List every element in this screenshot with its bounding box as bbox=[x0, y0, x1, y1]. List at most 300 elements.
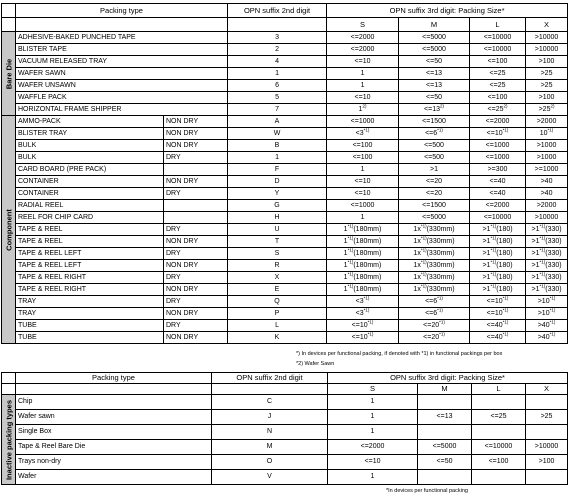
reel-diameter: (330mm) bbox=[426, 226, 455, 233]
dry-status-cell: NON DRY bbox=[164, 140, 228, 152]
size-s-cell bbox=[328, 470, 418, 485]
size-m-cell bbox=[418, 410, 472, 425]
size-value: >100 bbox=[538, 458, 555, 465]
size-s-cell bbox=[327, 44, 399, 56]
size-s-cell bbox=[327, 308, 399, 320]
size-x-cell bbox=[526, 44, 568, 56]
size-value: <=25 bbox=[489, 82, 506, 89]
size-value: 1 bbox=[343, 238, 348, 245]
size-m-cell bbox=[399, 236, 470, 248]
size-m-cell bbox=[399, 332, 470, 344]
size-value: <=10 bbox=[354, 190, 371, 197]
size-l-cell bbox=[470, 188, 526, 200]
table-row bbox=[2, 308, 568, 320]
inactive-group-label bbox=[2, 395, 16, 485]
size-x-cell bbox=[526, 140, 568, 152]
suffix-2nd-digit-cell: 1 bbox=[228, 68, 327, 80]
table-row bbox=[2, 140, 568, 152]
dry-status-cell bbox=[164, 200, 228, 212]
footnote-marker: *1) bbox=[490, 283, 497, 289]
suffix-2nd-digit-cell: X bbox=[228, 272, 327, 284]
size-value: <=10 bbox=[486, 310, 503, 317]
bare-die-group-label bbox=[2, 32, 16, 116]
header-size-s: S bbox=[327, 18, 399, 32]
packing-type-cell: CARD BOARD (PRE PACK) bbox=[16, 164, 164, 176]
table-row bbox=[2, 410, 568, 425]
size-s-cell bbox=[327, 212, 399, 224]
size-x-cell bbox=[526, 92, 568, 104]
packing-type-cell: REEL FOR CHIP CARD bbox=[16, 212, 164, 224]
size-value: 10 bbox=[539, 130, 548, 137]
size-value: 1 bbox=[343, 250, 348, 257]
size-x-cell bbox=[526, 188, 568, 200]
reel-diameter: (180mm) bbox=[353, 250, 382, 257]
size-value: >1 bbox=[482, 226, 491, 233]
inactive-header-size-l: L bbox=[472, 384, 526, 395]
reel-diameter: (180mm) bbox=[353, 286, 382, 293]
suffix-2nd-digit-cell: G bbox=[228, 200, 327, 212]
size-l-cell bbox=[470, 248, 526, 260]
size-value: <=5000 bbox=[422, 34, 446, 41]
dry-status-cell: DRY bbox=[164, 224, 228, 236]
inactive-footnote: *In devices per functional packing bbox=[386, 488, 468, 494]
size-m-cell bbox=[399, 116, 470, 128]
size-value: <=50 bbox=[426, 58, 442, 65]
size-value: 1x bbox=[413, 274, 421, 281]
size-x-cell bbox=[526, 332, 568, 344]
size-value: 1 bbox=[343, 286, 348, 293]
size-value: >25 bbox=[540, 70, 553, 77]
size-value: <=40 bbox=[489, 178, 506, 185]
size-value: <=10 bbox=[351, 334, 368, 341]
reel-diameter: (180mm) bbox=[353, 226, 382, 233]
size-x-cell bbox=[526, 455, 568, 470]
dry-status-cell: DRY bbox=[164, 272, 228, 284]
packing-type-cell: Trays non-dry bbox=[16, 455, 212, 470]
suffix-2nd-digit-cell: Y bbox=[228, 188, 327, 200]
size-value: <=100 bbox=[488, 458, 509, 465]
footnote-marker: *1) bbox=[420, 283, 427, 289]
size-s-cell bbox=[327, 104, 399, 116]
footnote-marker: *1) bbox=[437, 295, 443, 301]
packing-type-cell: Wafer bbox=[16, 470, 212, 485]
size-m-cell bbox=[399, 248, 470, 260]
size-value: <3 bbox=[355, 130, 364, 137]
table-row bbox=[2, 128, 568, 140]
size-value: <=10 bbox=[351, 322, 368, 329]
footnote-marker: *1) bbox=[420, 235, 427, 241]
size-s-cell bbox=[327, 188, 399, 200]
dry-status-cell: NON DRY bbox=[164, 260, 228, 272]
size-m-cell bbox=[399, 140, 470, 152]
size-x-cell bbox=[526, 395, 568, 410]
suffix-2nd-digit-cell: V bbox=[212, 470, 328, 485]
packing-type-cell: WAFFLE PACK bbox=[16, 92, 228, 104]
size-value: <3 bbox=[355, 298, 364, 305]
size-m-cell bbox=[418, 470, 472, 485]
packing-type-cell: CONTAINER bbox=[16, 176, 164, 188]
size-value: <=10 bbox=[486, 130, 503, 137]
size-m-cell bbox=[399, 212, 470, 224]
table-row bbox=[2, 92, 568, 104]
footnote-marker: 2) bbox=[439, 103, 444, 109]
size-value: 1 bbox=[358, 106, 363, 113]
size-s-cell bbox=[327, 200, 399, 212]
size-value: <=25 bbox=[490, 413, 507, 420]
size-s-cell bbox=[328, 455, 418, 470]
dry-status-cell bbox=[164, 212, 228, 224]
size-value: >10000 bbox=[534, 34, 559, 41]
size-x-cell bbox=[526, 320, 568, 332]
size-value: 1 bbox=[370, 398, 375, 405]
size-m-cell bbox=[399, 308, 470, 320]
suffix-2nd-digit-cell: E bbox=[228, 284, 327, 296]
size-x-cell bbox=[526, 80, 568, 92]
footnote-marker: *1) bbox=[347, 247, 354, 253]
size-value: 1 bbox=[360, 82, 365, 89]
size-value: >10 bbox=[537, 298, 550, 305]
size-value: <=10 bbox=[354, 178, 371, 185]
table-row bbox=[2, 248, 568, 260]
size-s-cell bbox=[327, 152, 399, 164]
suffix-2nd-digit-cell: F bbox=[228, 164, 327, 176]
size-x-cell bbox=[526, 224, 568, 236]
table-row bbox=[2, 56, 568, 68]
dry-status-cell: NON DRY bbox=[164, 128, 228, 140]
size-s-cell bbox=[327, 284, 399, 296]
size-m-cell bbox=[399, 164, 470, 176]
reel-diameter: (330) bbox=[545, 274, 562, 281]
size-value: <=40 bbox=[486, 334, 503, 341]
suffix-2nd-digit-cell: 1 bbox=[228, 152, 327, 164]
packing-type-cell: TAPE & REEL bbox=[16, 224, 164, 236]
table-row bbox=[2, 44, 568, 56]
size-x-cell bbox=[526, 128, 568, 140]
suffix-2nd-digit-cell: 6 bbox=[228, 80, 327, 92]
reel-diameter: (330mm) bbox=[426, 238, 455, 245]
table-row bbox=[2, 260, 568, 272]
size-value: >=1000 bbox=[534, 166, 559, 173]
size-value: <=25 bbox=[487, 106, 504, 113]
dry-status-cell: NON DRY bbox=[164, 116, 228, 128]
suffix-2nd-digit-cell: P bbox=[228, 308, 327, 320]
size-l-cell bbox=[470, 92, 526, 104]
footnote-marker: *1) bbox=[347, 283, 354, 289]
size-value: <=20 bbox=[423, 322, 440, 329]
size-m-cell bbox=[399, 176, 470, 188]
size-value: 1 bbox=[360, 70, 365, 77]
size-value: <=13 bbox=[436, 413, 453, 420]
packing-type-cell: BULK bbox=[16, 140, 164, 152]
footnote-marker: *1) bbox=[420, 259, 427, 265]
reel-diameter: (330mm) bbox=[426, 250, 455, 257]
size-value: >1 bbox=[531, 250, 540, 257]
footnote-2: *2) Wafer Sawn bbox=[296, 361, 335, 367]
size-value: <=5000 bbox=[432, 443, 457, 450]
size-s-cell bbox=[327, 116, 399, 128]
size-s-cell bbox=[328, 395, 418, 410]
packing-type-cell: TRAY bbox=[16, 296, 164, 308]
size-value: <=20 bbox=[423, 334, 440, 341]
size-m-cell bbox=[399, 92, 470, 104]
size-x-cell bbox=[526, 470, 568, 485]
size-value: >1 bbox=[482, 262, 491, 269]
reel-diameter: (180mm) bbox=[353, 262, 382, 269]
table-row bbox=[2, 296, 568, 308]
size-s-cell bbox=[327, 140, 399, 152]
size-value: <=10 bbox=[354, 58, 371, 65]
footnote-marker: *1) bbox=[547, 127, 554, 133]
size-value: <=10 bbox=[354, 94, 371, 101]
reel-diameter: (330mm) bbox=[426, 274, 455, 281]
size-l-cell bbox=[470, 164, 526, 176]
suffix-2nd-digit-cell: W bbox=[228, 128, 327, 140]
size-value: >1 bbox=[482, 286, 491, 293]
dry-status-cell: DRY bbox=[164, 248, 228, 260]
header-size-l: L bbox=[470, 18, 526, 32]
size-m-cell bbox=[399, 152, 470, 164]
packing-type-cell: BLISTER TRAY bbox=[16, 128, 164, 140]
size-l-cell bbox=[470, 80, 526, 92]
size-value: <=1000 bbox=[485, 142, 510, 149]
size-x-cell bbox=[526, 236, 568, 248]
footnote-marker: *1) bbox=[490, 259, 497, 265]
table-row bbox=[2, 152, 568, 164]
footnote-marker: *1) bbox=[347, 271, 354, 277]
size-value: >40 bbox=[537, 322, 550, 329]
footnote-marker: *1) bbox=[539, 283, 546, 289]
size-value: <=1000 bbox=[350, 118, 375, 125]
packing-type-cell: TAPE & REEL LEFT bbox=[16, 260, 164, 272]
size-value: <=10000 bbox=[484, 443, 513, 450]
size-s-cell bbox=[328, 440, 418, 455]
footnote-marker: *1) bbox=[420, 223, 427, 229]
reel-diameter: (330) bbox=[545, 250, 562, 257]
size-x-cell bbox=[526, 164, 568, 176]
header-suffix-2nd-digit: OPN suffix 2nd digit bbox=[228, 4, 327, 18]
size-s-cell bbox=[327, 164, 399, 176]
footnote-marker: 2) bbox=[362, 103, 367, 109]
size-value: >25 bbox=[540, 82, 553, 89]
footnote-marker: *1) bbox=[437, 127, 443, 133]
footnote-marker: *1) bbox=[502, 331, 509, 337]
footnote-marker: *1) bbox=[539, 271, 546, 277]
table-row bbox=[2, 395, 568, 410]
size-m-cell bbox=[399, 320, 470, 332]
footnote-marker: *1) bbox=[490, 235, 497, 241]
dry-status-cell: NON DRY bbox=[164, 284, 228, 296]
packing-type-cell: TAPE & REEL RIGHT bbox=[16, 284, 164, 296]
packing-type-cell: BULK bbox=[16, 152, 164, 164]
footnote-marker: *1) bbox=[502, 319, 509, 325]
footnote-marker: *1) bbox=[363, 307, 370, 313]
size-value: <=6 bbox=[425, 130, 438, 137]
size-value: >1 bbox=[482, 274, 491, 281]
table-row bbox=[2, 272, 568, 284]
footnote-marker: *1) bbox=[490, 271, 497, 277]
dry-status-cell bbox=[164, 164, 228, 176]
size-value: <=10000 bbox=[483, 34, 512, 41]
size-value: <=1000 bbox=[350, 202, 375, 209]
reel-diameter: (330mm) bbox=[426, 262, 455, 269]
table-row bbox=[2, 425, 568, 440]
suffix-2nd-digit-cell: A bbox=[228, 116, 327, 128]
size-value: >10 bbox=[537, 310, 550, 317]
size-value: <=40 bbox=[489, 190, 506, 197]
inactive-header-packing-type: Packing type bbox=[16, 373, 212, 384]
size-l-cell bbox=[470, 32, 526, 44]
size-x-cell bbox=[526, 104, 568, 116]
size-x-cell bbox=[526, 68, 568, 80]
suffix-2nd-digit-cell: Q bbox=[228, 296, 327, 308]
size-value: 1 bbox=[360, 166, 365, 173]
size-x-cell bbox=[526, 284, 568, 296]
size-s-cell bbox=[327, 332, 399, 344]
reel-diameter: (180) bbox=[496, 250, 513, 257]
suffix-2nd-digit-cell: 4 bbox=[228, 56, 327, 68]
suffix-2nd-digit-cell: 3 bbox=[228, 32, 327, 44]
size-value: <=40 bbox=[486, 322, 503, 329]
size-value: <=1500 bbox=[422, 202, 446, 209]
size-m-cell bbox=[399, 272, 470, 284]
packing-type-cell: TRAY bbox=[16, 308, 164, 320]
size-value: <=50 bbox=[436, 458, 453, 465]
footnote-marker: 2) bbox=[550, 103, 555, 109]
group-label-text: Bare Die bbox=[4, 58, 13, 89]
size-s-cell bbox=[327, 80, 399, 92]
size-x-cell bbox=[526, 212, 568, 224]
packing-type-cell: WAFER SAWN bbox=[16, 68, 228, 80]
size-value: <=13 bbox=[426, 70, 442, 77]
size-l-cell bbox=[470, 200, 526, 212]
packing-type-cell: HORIZONTAL FRAME SHIPPER bbox=[16, 104, 228, 116]
size-value: <=2000 bbox=[485, 202, 510, 209]
size-value: <=10000 bbox=[483, 214, 512, 221]
size-value: <=10 bbox=[364, 458, 381, 465]
size-value: >1000 bbox=[536, 142, 557, 149]
footnote-marker: *1) bbox=[367, 319, 374, 325]
packing-type-cell: TAPE & REEL LEFT bbox=[16, 248, 164, 260]
size-l-cell bbox=[470, 56, 526, 68]
size-value: >1 bbox=[531, 262, 540, 269]
suffix-2nd-digit-cell: J bbox=[212, 410, 328, 425]
dry-status-cell: NON DRY bbox=[164, 332, 228, 344]
size-value: <=50 bbox=[426, 94, 442, 101]
packing-type-cell: VACUUM RELEASED TRAY bbox=[16, 56, 228, 68]
suffix-2nd-digit-cell: T bbox=[228, 236, 327, 248]
size-value: <=10000 bbox=[483, 46, 512, 53]
size-m-cell bbox=[399, 44, 470, 56]
inactive-header-row bbox=[2, 373, 568, 384]
size-value: >1 bbox=[531, 238, 540, 245]
size-value: <=2000 bbox=[485, 118, 510, 125]
suffix-2nd-digit-cell: R bbox=[228, 260, 327, 272]
suffix-2nd-digit-cell: K bbox=[228, 332, 327, 344]
footnote-marker: *1) bbox=[347, 235, 354, 241]
suffix-2nd-digit-cell: S bbox=[228, 248, 327, 260]
size-l-cell bbox=[470, 296, 526, 308]
size-value: >1 bbox=[430, 166, 438, 173]
group-label-text: Inactive packing types bbox=[4, 399, 13, 480]
size-value: >2000 bbox=[536, 202, 557, 209]
size-s-cell bbox=[327, 128, 399, 140]
footnote-marker: *1) bbox=[549, 295, 556, 301]
reel-diameter: (180) bbox=[496, 238, 513, 245]
size-value: >10000 bbox=[534, 214, 559, 221]
packing-type-cell: Single Box bbox=[16, 425, 212, 440]
size-s-cell bbox=[328, 425, 418, 440]
size-s-cell bbox=[327, 32, 399, 44]
footnote-marker: *1) bbox=[363, 295, 370, 301]
size-value: >10000 bbox=[534, 443, 559, 450]
size-value: 1x bbox=[413, 226, 421, 233]
footnote-marker: *1) bbox=[490, 247, 497, 253]
size-x-cell bbox=[526, 176, 568, 188]
size-l-cell bbox=[472, 410, 526, 425]
size-l-cell bbox=[470, 140, 526, 152]
suffix-2nd-digit-cell: 2 bbox=[228, 44, 327, 56]
size-value: 1 bbox=[370, 473, 375, 480]
size-value: >25 bbox=[540, 413, 553, 420]
footnote-marker: *1) bbox=[367, 331, 374, 337]
size-value: >40 bbox=[540, 190, 553, 197]
table-row bbox=[2, 236, 568, 248]
footnote-marker: *1) bbox=[363, 127, 370, 133]
packing-type-cell: CONTAINER bbox=[16, 188, 164, 200]
reel-diameter: (180mm) bbox=[353, 274, 382, 281]
size-l-cell bbox=[470, 236, 526, 248]
footnote-marker: *1) bbox=[437, 307, 443, 313]
footnote-marker: *1) bbox=[420, 247, 427, 253]
size-value: >100 bbox=[538, 94, 555, 101]
size-s-cell bbox=[327, 68, 399, 80]
size-value: <=1000 bbox=[485, 154, 510, 161]
size-value: >100 bbox=[538, 58, 555, 65]
size-x-cell bbox=[526, 410, 568, 425]
table-row bbox=[2, 116, 568, 128]
header-size-m: M bbox=[399, 18, 470, 32]
size-value: <=1500 bbox=[422, 118, 446, 125]
dry-status-cell: DRY bbox=[164, 320, 228, 332]
suffix-2nd-digit-cell: H bbox=[228, 212, 327, 224]
size-m-cell bbox=[399, 128, 470, 140]
size-x-cell bbox=[526, 308, 568, 320]
size-value: <=2000 bbox=[350, 34, 375, 41]
table-row bbox=[2, 80, 568, 92]
size-l-cell bbox=[470, 68, 526, 80]
size-s-cell bbox=[327, 92, 399, 104]
table-row bbox=[2, 332, 568, 344]
footnote-marker: *1) bbox=[539, 235, 546, 241]
suffix-2nd-digit-cell: D bbox=[228, 176, 327, 188]
table-row bbox=[2, 32, 568, 44]
packing-type-cell: Wafer sawn bbox=[16, 410, 212, 425]
packing-type-cell: Tape & Reel Bare Die bbox=[16, 440, 212, 455]
packing-type-cell: TAPE & REEL bbox=[16, 236, 164, 248]
size-value: >40 bbox=[540, 178, 553, 185]
header-row bbox=[2, 4, 568, 18]
packing-type-cell: TUBE bbox=[16, 320, 164, 332]
suffix-2nd-digit-cell: 7 bbox=[228, 104, 327, 116]
table-row bbox=[2, 470, 568, 485]
size-x-cell bbox=[526, 296, 568, 308]
reel-diameter: (180) bbox=[496, 286, 513, 293]
suffix-2nd-digit-cell: U bbox=[228, 224, 327, 236]
suffix-2nd-digit-cell: 5 bbox=[228, 92, 327, 104]
size-l-cell bbox=[472, 425, 526, 440]
size-value: >10000 bbox=[534, 46, 559, 53]
suffix-2nd-digit-cell: O bbox=[212, 455, 328, 470]
